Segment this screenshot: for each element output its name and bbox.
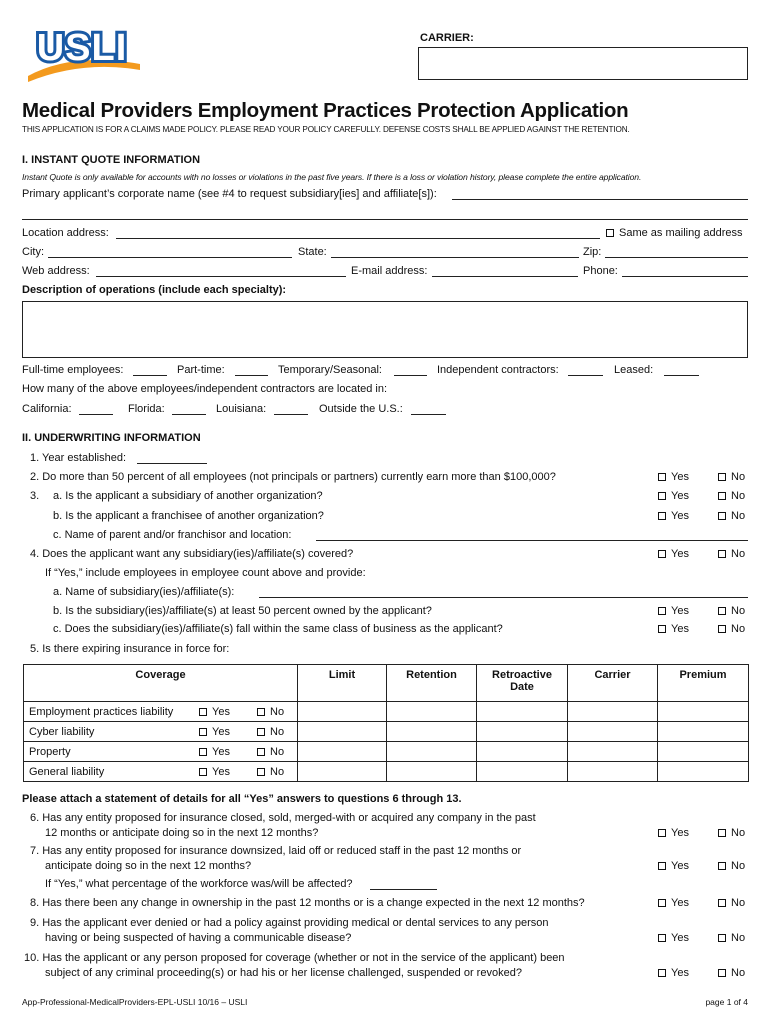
q5-label: 5. Is there expiring insurance in force for: — [30, 643, 230, 655]
q8-label: 8. Has there been any change in ownership in the past 12 months or is a change expected in the next 12 months? — [30, 897, 585, 909]
instant-quote-note: Instant Quote is only available for accounts with no losses or violations in the past five years. If there is a loss or violation history, please complete the entire application. — [22, 172, 642, 182]
q4c-yes[interactable] — [658, 623, 689, 635]
q3b-no[interactable] — [718, 510, 745, 522]
checkbox-icon[interactable] — [606, 229, 614, 237]
col-retroactive-date: Retroactive Date — [477, 665, 568, 702]
q2-yes[interactable] — [658, 471, 689, 483]
q3c-label: c. Name of parent and/or franchisor and location: — [53, 529, 292, 541]
usli-logo — [22, 18, 142, 82]
no-label: No — [731, 827, 746, 839]
checkbox-icon[interactable] — [658, 934, 666, 942]
q4a-label: a. Name of subsidiary(ies)/affiliate(s): — [53, 586, 235, 598]
web-label: Web address: — [22, 265, 90, 277]
yes-label: Yes — [671, 490, 689, 502]
retro-date-cell[interactable] — [477, 762, 568, 782]
retention-cell[interactable] — [387, 742, 477, 762]
q6-no[interactable] — [718, 827, 745, 839]
table-row — [24, 702, 749, 722]
checkbox-icon[interactable] — [718, 512, 726, 520]
phone-label: Phone: — [583, 265, 618, 277]
state-field[interactable] — [331, 257, 579, 258]
retention-cell[interactable] — [387, 722, 477, 742]
logo-text: USLI — [36, 27, 128, 69]
q7-no[interactable] — [718, 860, 745, 872]
yes-label: Yes — [212, 705, 230, 718]
carrier-cell[interactable] — [568, 742, 658, 762]
row-no[interactable] — [257, 746, 284, 758]
no-label: No — [731, 471, 746, 483]
same-as-mailing-label: Same as mailing address — [619, 227, 743, 239]
q1-label: 1. Year established: — [30, 452, 127, 464]
checkbox-icon[interactable] — [658, 473, 666, 481]
q7-yes[interactable] — [658, 860, 689, 872]
limit-cell[interactable] — [298, 722, 387, 742]
carrier-input[interactable] — [418, 47, 748, 80]
parttime-field[interactable] — [235, 375, 268, 376]
checkbox-icon[interactable] — [718, 607, 726, 615]
checkbox-icon[interactable] — [658, 492, 666, 500]
coverage-name: Property — [29, 745, 71, 758]
checkbox-icon[interactable] — [658, 625, 666, 633]
no-label: No — [270, 765, 285, 778]
q4b-yes[interactable] — [658, 605, 689, 617]
col-limit: Limit — [298, 665, 387, 702]
checkbox-icon[interactable] — [257, 768, 265, 776]
expiring-insurance-table — [23, 664, 749, 782]
checkbox-icon[interactable] — [718, 899, 726, 907]
coverage-name: General liability — [29, 765, 105, 778]
checkbox-icon[interactable] — [658, 829, 666, 837]
q9-line1: 9. Has the applicant ever denied or had a policy against providing medical or dental services to any person — [30, 917, 549, 929]
no-label: No — [731, 932, 746, 944]
no-label: No — [270, 725, 285, 738]
outside-us-label: Outside the U.S.: — [319, 403, 403, 415]
coverage-cell — [24, 742, 298, 762]
q4-yes[interactable] — [658, 548, 689, 560]
checkbox-icon[interactable] — [718, 550, 726, 558]
section1-heading: I. INSTANT QUOTE INFORMATION — [22, 154, 201, 166]
q3a-no[interactable] — [718, 490, 745, 502]
description-input[interactable] — [22, 301, 748, 358]
q9-line2: having or being suspected of having a communicable disease? — [45, 932, 352, 944]
q10-no[interactable] — [718, 967, 745, 979]
checkbox-icon[interactable] — [718, 625, 726, 633]
carrier-cell[interactable] — [568, 702, 658, 722]
email-label: E-mail address: — [351, 265, 428, 277]
limit-cell[interactable] — [298, 762, 387, 782]
yes-label: Yes — [671, 932, 689, 944]
coverage-name: Cyber liability — [29, 725, 95, 738]
coverage-cell — [24, 722, 298, 742]
q7-line1: 7. Has any entity proposed for insurance downsized, laid off or reduced staff in the past 12 months or — [30, 845, 522, 857]
checkbox-icon[interactable] — [257, 708, 265, 716]
q10-yes[interactable] — [658, 967, 689, 979]
q8-yes[interactable] — [658, 897, 689, 909]
yes-label: Yes — [671, 471, 689, 483]
no-label: No — [731, 897, 746, 909]
page-subtitle: THIS APPLICATION IS FOR A CLAIMS MADE POLICY. PLEASE READ YOUR POLICY CAREFULLY. DEFENSE COSTS SHALL BE APPLIED AGAINST THE RETENTION. — [22, 125, 630, 134]
retro-date-cell[interactable] — [477, 702, 568, 722]
california-label: California: — [22, 403, 72, 415]
location-label: Location address: — [22, 227, 109, 239]
workforce-percentage-field[interactable] — [370, 889, 437, 890]
q7-line2: anticipate doing so in the next 12 months? — [45, 860, 252, 872]
yes-label: Yes — [212, 725, 230, 738]
yes-label: Yes — [212, 765, 230, 778]
q4-note: If “Yes,” include employees in employee count above and provide: — [45, 567, 366, 579]
retro-date-cell[interactable] — [477, 722, 568, 742]
checkbox-icon[interactable] — [658, 969, 666, 977]
no-label: No — [731, 860, 746, 872]
contractors-label: Independent contractors: — [437, 364, 559, 376]
checkbox-icon[interactable] — [658, 899, 666, 907]
yes-label: Yes — [671, 827, 689, 839]
row-yes[interactable] — [199, 726, 257, 738]
section2-heading: II. UNDERWRITING INFORMATION — [22, 432, 201, 444]
yes-label: Yes — [671, 967, 689, 979]
yes-label: Yes — [671, 510, 689, 522]
florida-field[interactable] — [172, 414, 206, 415]
carrier-label: CARRIER: — [420, 32, 474, 44]
checkbox-icon[interactable] — [718, 934, 726, 942]
checkbox-icon[interactable] — [718, 862, 726, 870]
row-yes[interactable] — [199, 706, 257, 718]
checkbox-icon[interactable] — [718, 969, 726, 977]
parent-franchisor-field[interactable] — [316, 540, 748, 541]
california-field[interactable] — [79, 414, 113, 415]
temporary-label: Temporary/Seasonal: — [278, 364, 382, 376]
col-coverage: Coverage — [24, 665, 298, 702]
q6-line1: 6. Has any entity proposed for insurance closed, sold, merged-with or acquired any company in the past — [30, 812, 536, 824]
footer-page-number: page 1 of 4 — [705, 997, 748, 1007]
row-yes[interactable] — [199, 746, 257, 758]
checkbox-icon[interactable] — [199, 768, 207, 776]
q2-label: 2. Do more than 50 percent of all employees (not principals or partners) currently earn more than $100,000? — [30, 471, 556, 483]
corporate-name-label: Primary applicant’s corporate name (see #4 to request subsidiary[ies] and affiliate[s]): — [22, 188, 437, 200]
row-no[interactable] — [257, 706, 284, 718]
description-label: Description of operations (include each specialty): — [22, 284, 287, 296]
q8-no[interactable] — [718, 897, 745, 909]
col-retention: Retention — [387, 665, 477, 702]
no-label: No — [270, 745, 285, 758]
checkbox-icon[interactable] — [199, 708, 207, 716]
web-field[interactable] — [96, 276, 346, 277]
city-label: City: — [22, 246, 44, 258]
premium-cell[interactable] — [658, 722, 749, 742]
coverage-cell — [24, 702, 298, 722]
outside-us-field[interactable] — [411, 414, 446, 415]
footer-form-id: App-Professional-MedicalProviders-EPL-USLI 10/16 – USLI — [22, 997, 248, 1007]
yes-label: Yes — [671, 548, 689, 560]
q6-line2: 12 months or anticipate doing so in the next 12 months? — [45, 827, 319, 839]
q4c-label: c. Does the subsidiary(ies)/affiliate(s) fall within the same class of business as the applicant? — [53, 623, 503, 635]
subsidiary-name-field[interactable] — [259, 597, 748, 598]
q3a-yes[interactable] — [658, 490, 689, 502]
carrier-cell[interactable] — [568, 762, 658, 782]
checkbox-icon[interactable] — [658, 512, 666, 520]
q9-yes[interactable] — [658, 932, 689, 944]
checkbox-icon[interactable] — [718, 829, 726, 837]
row-yes[interactable] — [199, 766, 257, 778]
fulltime-field[interactable] — [133, 375, 167, 376]
q4b-label: b. Is the subsidiary(ies)/affiliate(s) at least 50 percent owned by the applicant? — [53, 605, 432, 617]
table-row — [24, 762, 749, 782]
no-label: No — [731, 548, 746, 560]
florida-label: Florida: — [128, 403, 165, 415]
parttime-label: Part-time: — [177, 364, 225, 376]
year-established-field[interactable] — [137, 463, 207, 464]
checkbox-icon[interactable] — [257, 728, 265, 736]
state-label: State: — [298, 246, 327, 258]
yes-label: Yes — [671, 860, 689, 872]
no-label: No — [731, 623, 746, 635]
limit-cell[interactable] — [298, 742, 387, 762]
q4b-no[interactable] — [718, 605, 745, 617]
corporate-name-field-2[interactable] — [22, 219, 748, 220]
checkbox-icon[interactable] — [199, 728, 207, 736]
contractors-field[interactable] — [568, 375, 603, 376]
q7-note: If “Yes,” what percentage of the workforce was/will be affected? — [45, 878, 353, 890]
location-field[interactable] — [116, 238, 600, 239]
q4c-no[interactable] — [718, 623, 745, 635]
row-no[interactable] — [257, 766, 284, 778]
q4-no[interactable] — [718, 548, 745, 560]
q3-number: 3. — [30, 490, 40, 502]
louisiana-field[interactable] — [274, 414, 308, 415]
premium-cell[interactable] — [658, 762, 749, 782]
checkbox-icon[interactable] — [718, 473, 726, 481]
page-title: Medical Providers Employment Practices Protection Application — [22, 99, 629, 122]
col-premium: Premium — [658, 665, 749, 702]
temporary-field[interactable] — [394, 375, 427, 376]
premium-cell[interactable] — [658, 742, 749, 762]
q6-yes[interactable] — [658, 827, 689, 839]
no-label: No — [731, 490, 746, 502]
zip-label: Zip: — [583, 246, 602, 258]
retention-cell[interactable] — [387, 702, 477, 722]
no-label: No — [731, 605, 746, 617]
leased-field[interactable] — [664, 375, 699, 376]
table-header-row — [24, 665, 749, 702]
no-label: No — [270, 705, 285, 718]
q3a-label: a. Is the applicant a subsidiary of another organization? — [53, 490, 323, 502]
coverage-name: Employment practices liability — [29, 705, 174, 718]
q10-line1: 10. Has the applicant or any person proposed for coverage (whether or not in the service of the applicant) been — [24, 952, 565, 964]
email-field[interactable] — [432, 276, 578, 277]
yes-label: Yes — [212, 745, 230, 758]
attach-note: Please attach a statement of details for all “Yes” answers to questions 6 through 13. — [22, 793, 462, 805]
q3b-label: b. Is the applicant a franchisee of another organization? — [53, 510, 324, 522]
checkbox-icon[interactable] — [658, 862, 666, 870]
leased-label: Leased: — [614, 364, 654, 376]
yes-label: Yes — [671, 605, 689, 617]
table-row — [24, 722, 749, 742]
checkbox-icon[interactable] — [658, 550, 666, 558]
q10-line2: subject of any criminal proceeding(s) or had his or her license challenged, suspended or revoked? — [45, 967, 522, 979]
premium-cell[interactable] — [658, 702, 749, 722]
table-row — [24, 742, 749, 762]
retention-cell[interactable] — [387, 762, 477, 782]
q3b-yes[interactable] — [658, 510, 689, 522]
limit-cell[interactable] — [298, 702, 387, 722]
q2-no[interactable] — [718, 471, 745, 483]
coverage-cell — [24, 762, 298, 782]
located-question: How many of the above employees/independent contractors are located in: — [22, 383, 388, 395]
no-label: No — [731, 510, 746, 522]
q9-no[interactable] — [718, 932, 745, 944]
city-field[interactable] — [48, 257, 292, 258]
phone-field[interactable] — [622, 276, 748, 277]
louisiana-label: Louisiana: — [216, 403, 267, 415]
no-label: No — [731, 967, 746, 979]
checkbox-icon[interactable] — [257, 748, 265, 756]
q4-label: 4. Does the applicant want any subsidiary(ies)/affiliate(s) covered? — [30, 548, 354, 560]
corporate-name-field[interactable] — [452, 199, 748, 200]
checkbox-icon[interactable] — [658, 607, 666, 615]
checkbox-icon[interactable] — [718, 492, 726, 500]
zip-field[interactable] — [605, 257, 748, 258]
retro-date-cell[interactable] — [477, 742, 568, 762]
fulltime-label: Full-time employees: — [22, 364, 124, 376]
yes-label: Yes — [671, 623, 689, 635]
row-no[interactable] — [257, 726, 284, 738]
col-carrier: Carrier — [568, 665, 658, 702]
yes-label: Yes — [671, 897, 689, 909]
same-as-mailing[interactable] — [606, 227, 743, 239]
checkbox-icon[interactable] — [199, 748, 207, 756]
carrier-cell[interactable] — [568, 722, 658, 742]
